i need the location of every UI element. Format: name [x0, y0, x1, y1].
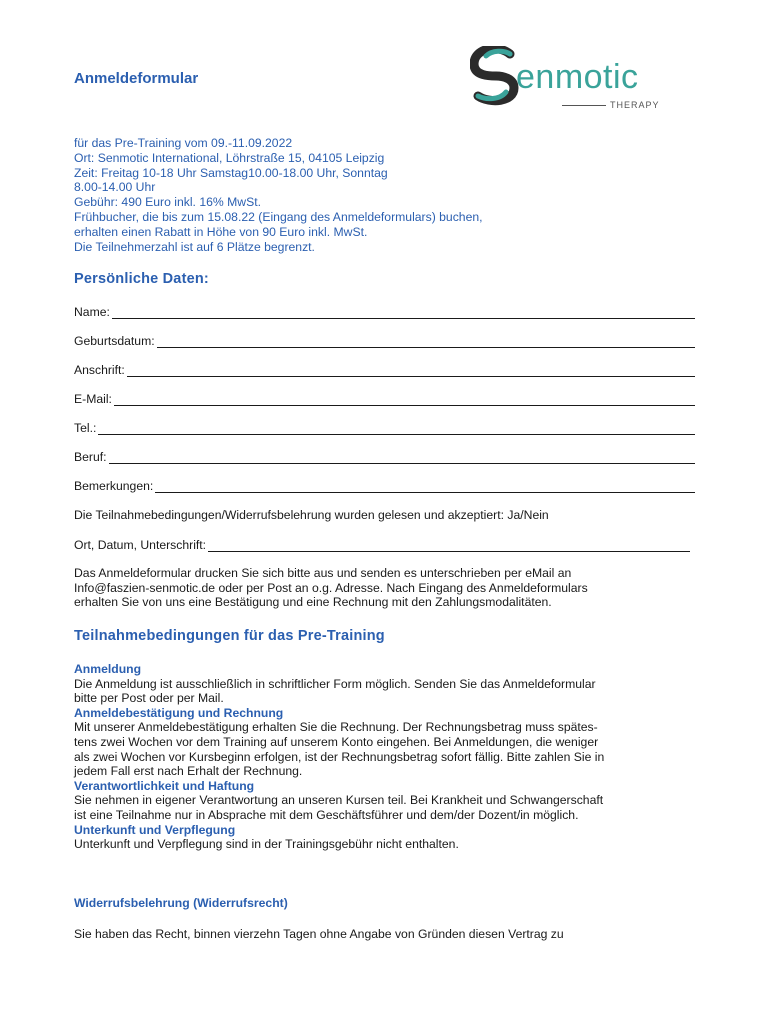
instructions-paragraph: [74, 566, 698, 610]
address-label: Anschrift:: [74, 363, 125, 377]
acceptance-statement: Die Teilnahmebedingungen/Widerrufsbelehrung wurden gelesen und akzeptiert: Ja/Nein: [74, 508, 549, 522]
name-label: Name:: [74, 305, 110, 319]
condition-line: ist eine Teilnahme nur in Absprache mit dem Geschäftsführer und dem/der Dozent/in möglich.: [74, 807, 579, 822]
logo-mark-icon: [470, 46, 522, 106]
remarks-field[interactable]: [74, 477, 695, 493]
info-line: Ort: Senmotic International, Löhrstraße 15, 04105 Leipzig: [74, 150, 385, 165]
signature-field[interactable]: [74, 536, 690, 552]
condition-line: Mit unserer Anmeldebestätigung erhalten Sie die Rechnung. Der Rechnungsbetrag muss spätes-: [74, 720, 598, 735]
personal-data-heading: Persönliche Daten:: [74, 271, 209, 287]
condition-line: als zwei Wochen vor Kursbeginn erfolgen, ist der Rechnungsbetrag sofort fällig. Bitte zahlen Sie in: [74, 749, 605, 764]
signature-line[interactable]: [208, 539, 690, 552]
remarks-line[interactable]: [155, 480, 695, 493]
birthdate-label: Geburtsdatum:: [74, 334, 155, 348]
address-field[interactable]: [74, 361, 695, 377]
conditions-heading: Teilnahmebedingungen für das Pre-Training: [74, 628, 385, 644]
info-line: erhalten einen Rabatt in Höhe von 90 Euro inkl. MwSt.: [74, 224, 368, 239]
condition-line: Unterkunft und Verpflegung sind in der Trainingsgebühr nicht enthalten.: [74, 837, 459, 852]
email-field[interactable]: [74, 390, 695, 406]
remarks-label: Bemerkungen:: [74, 479, 154, 493]
birthdate-line[interactable]: [157, 335, 695, 348]
withdrawal-text: Sie haben das Recht, binnen vierzehn Tagen ohne Angabe von Gründen diesen Vertrag zu: [74, 927, 564, 941]
name-line[interactable]: [112, 306, 695, 319]
info-line: für das Pre-Training vom 09.-11.09.2022: [74, 136, 293, 150]
condition-line: Sie nehmen in eigener Verantwortung an unseren Kursen teil. Bei Krankheit und Schwangerschaft: [74, 793, 604, 808]
info-line: 8.00-14.00 Uhr: [74, 180, 156, 195]
condition-title: Anmeldebestätigung und Rechnung: [74, 705, 284, 720]
logo-tagline: THERAPY: [610, 100, 660, 110]
birthdate-field[interactable]: [74, 332, 695, 348]
name-field[interactable]: [74, 303, 695, 319]
phone-field[interactable]: [74, 419, 695, 435]
profession-line[interactable]: [109, 451, 695, 464]
info-line: Zeit: Freitag 10-18 Uhr Samstag10.00-18.00 Uhr, Sonntag: [74, 165, 388, 180]
email-line[interactable]: [114, 393, 695, 406]
profession-label: Beruf:: [74, 450, 107, 464]
profession-field[interactable]: [74, 448, 695, 464]
conditions-section: [74, 662, 698, 852]
logo-rule: [562, 105, 606, 106]
info-line: Gebühr: 490 Euro inkl. 16% MwSt.: [74, 195, 261, 210]
condition-line: jedem Fall erst nach Erhalt der Rechnung.: [74, 764, 303, 779]
condition-title: Unterkunft und Verpflegung: [74, 822, 236, 837]
logo-wordmark: enmotic: [516, 58, 639, 96]
phone-line[interactable]: [98, 422, 695, 435]
page-title: Anmeldeformular: [74, 70, 199, 87]
signature-label: Ort, Datum, Unterschrift:: [74, 538, 207, 552]
instruction-line: erhalten Sie von uns eine Bestätigung und eine Rechnung mit den Zahlungsmodalitäten.: [74, 595, 552, 610]
email-label: E-Mail:: [74, 392, 112, 406]
withdrawal-heading: Widerrufsbelehrung (Widerrufsrecht): [74, 896, 288, 910]
phone-label: Tel.:: [74, 421, 97, 435]
instruction-line: Das Anmeldeformular drucken Sie sich bitte aus und senden es unterschrieben per eMail an: [74, 566, 572, 580]
info-line: Frühbucher, die bis zum 15.08.22 (Eingang des Anmeldeformulars) buchen,: [74, 209, 483, 224]
condition-line: Die Anmeldung ist ausschließlich in schriftlicher Form möglich. Senden Sie das Anmeldeformular: [74, 676, 596, 691]
senmotic-logo: [470, 44, 675, 114]
condition-title: Verantwortlichkeit und Haftung: [74, 778, 255, 793]
training-info: [74, 136, 694, 254]
condition-line: bitte per Post oder per Mail.: [74, 691, 224, 706]
condition-line: tens zwei Wochen vor dem Training auf unserem Konto eingehen. Bei Anmeldungen, die weniger: [74, 734, 599, 749]
instruction-line: Info@faszien-senmotic.de oder per Post an o.g. Adresse. Nach Eingang des Anmeldeformulars: [74, 580, 588, 595]
info-line: Die Teilnehmerzahl ist auf 6 Plätze begrenzt.: [74, 239, 315, 254]
condition-title: Anmeldung: [74, 662, 142, 676]
address-line[interactable]: [127, 364, 695, 377]
